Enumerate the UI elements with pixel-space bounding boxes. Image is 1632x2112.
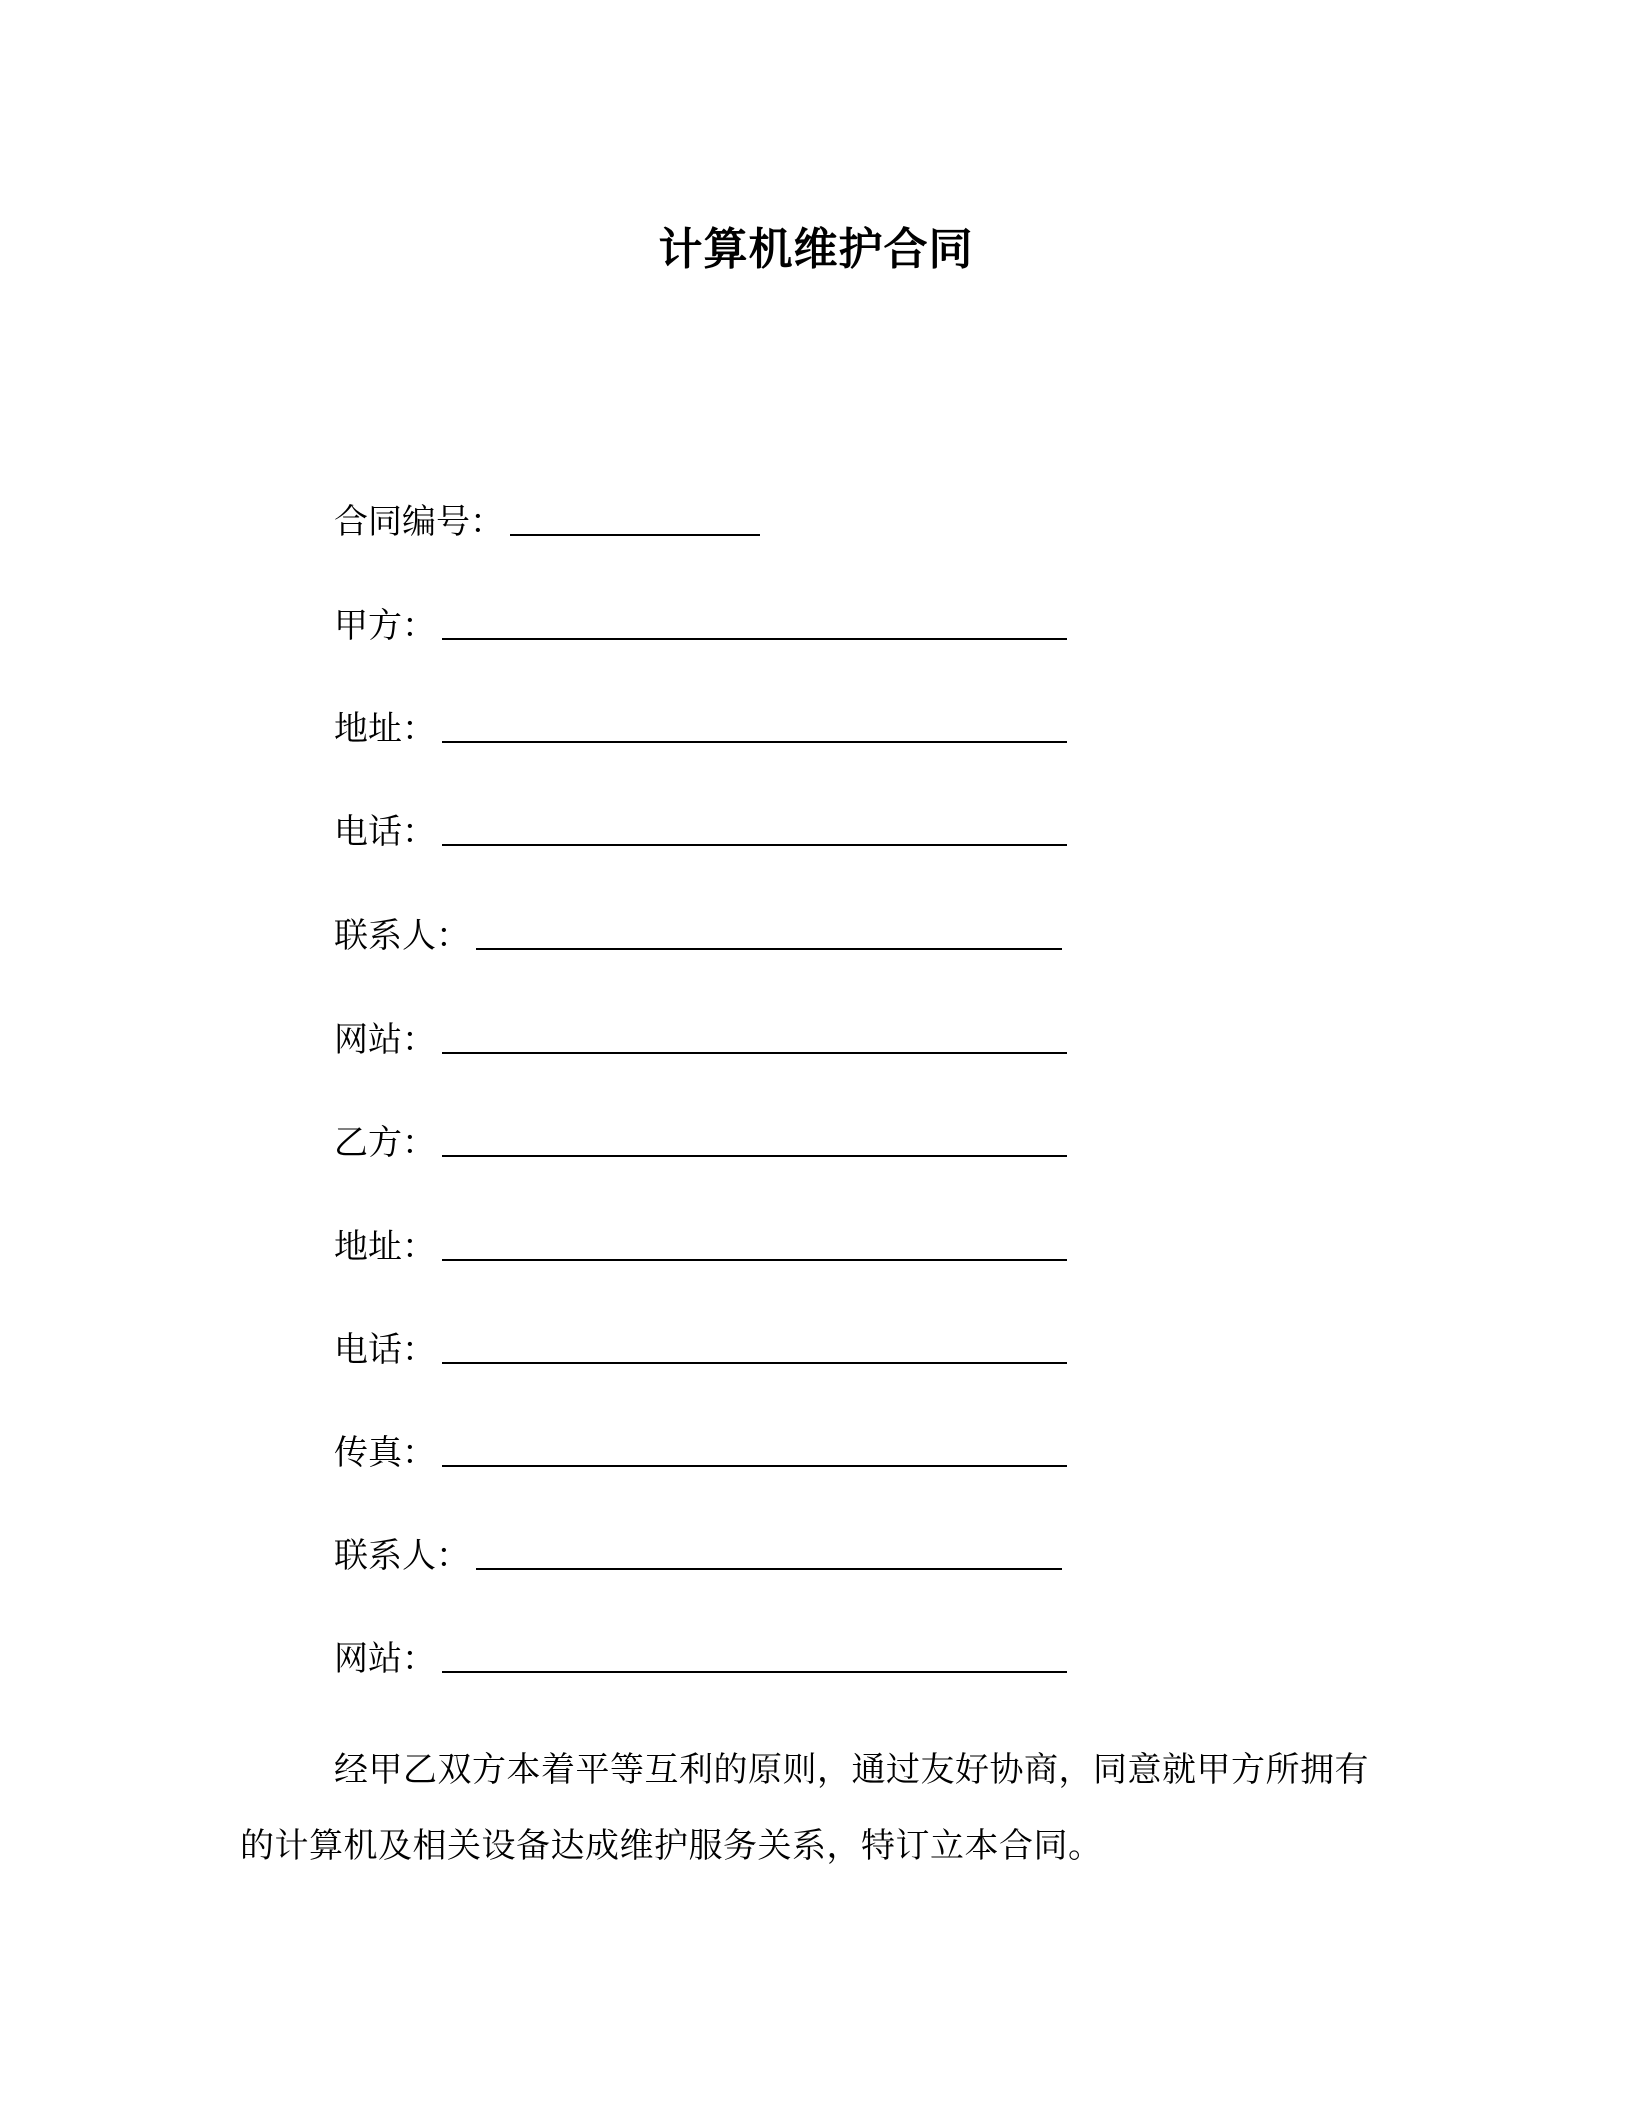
field-party-a-website (334, 1012, 1067, 1062)
field-label: 传真： (334, 1433, 436, 1473)
blank-line[interactable] (476, 948, 1062, 950)
field-label: 地址： (334, 709, 436, 749)
blank-line[interactable] (442, 1465, 1067, 1467)
blank-line[interactable] (476, 1568, 1062, 1570)
field-label: 网站： (334, 1020, 436, 1060)
blank-line[interactable] (442, 1052, 1067, 1054)
blank-line[interactable] (510, 534, 760, 536)
field-party-b-website (334, 1631, 1067, 1681)
blank-line[interactable] (442, 741, 1067, 743)
field-party-b-fax (334, 1425, 1067, 1475)
field-label: 甲方： (334, 606, 436, 646)
blank-line[interactable] (442, 1671, 1067, 1673)
blank-line[interactable] (442, 638, 1067, 640)
field-contract-number (334, 494, 760, 544)
field-party-a-contact (334, 908, 1062, 958)
field-party-a-phone (334, 804, 1067, 854)
field-label: 地址： (334, 1227, 436, 1267)
field-party-a-address (334, 701, 1067, 751)
field-party-a (334, 598, 1067, 648)
field-party-b-address (334, 1219, 1067, 1269)
blank-line[interactable] (442, 1259, 1067, 1261)
contract-preamble: 经甲乙双方本着平等互利的原则，通过友好协商，同意就甲方所拥有的计算机及相关设备达成维护服务关系，特订立本合同。 (240, 1750, 1369, 1866)
field-label: 合同编号： (334, 502, 504, 542)
field-label: 乙方： (334, 1123, 436, 1163)
document-title: 计算机维护合同 (658, 224, 974, 275)
field-label: 电话： (334, 812, 436, 852)
field-label: 联系人： (334, 916, 470, 956)
blank-line[interactable] (442, 1362, 1067, 1364)
blank-line[interactable] (442, 844, 1067, 846)
field-party-b (334, 1115, 1067, 1165)
blank-line[interactable] (442, 1155, 1067, 1157)
field-party-b-phone (334, 1322, 1067, 1372)
field-label: 网站： (334, 1639, 436, 1679)
field-label: 电话： (334, 1330, 436, 1370)
field-label: 联系人： (334, 1536, 470, 1576)
field-party-b-contact (334, 1528, 1062, 1578)
